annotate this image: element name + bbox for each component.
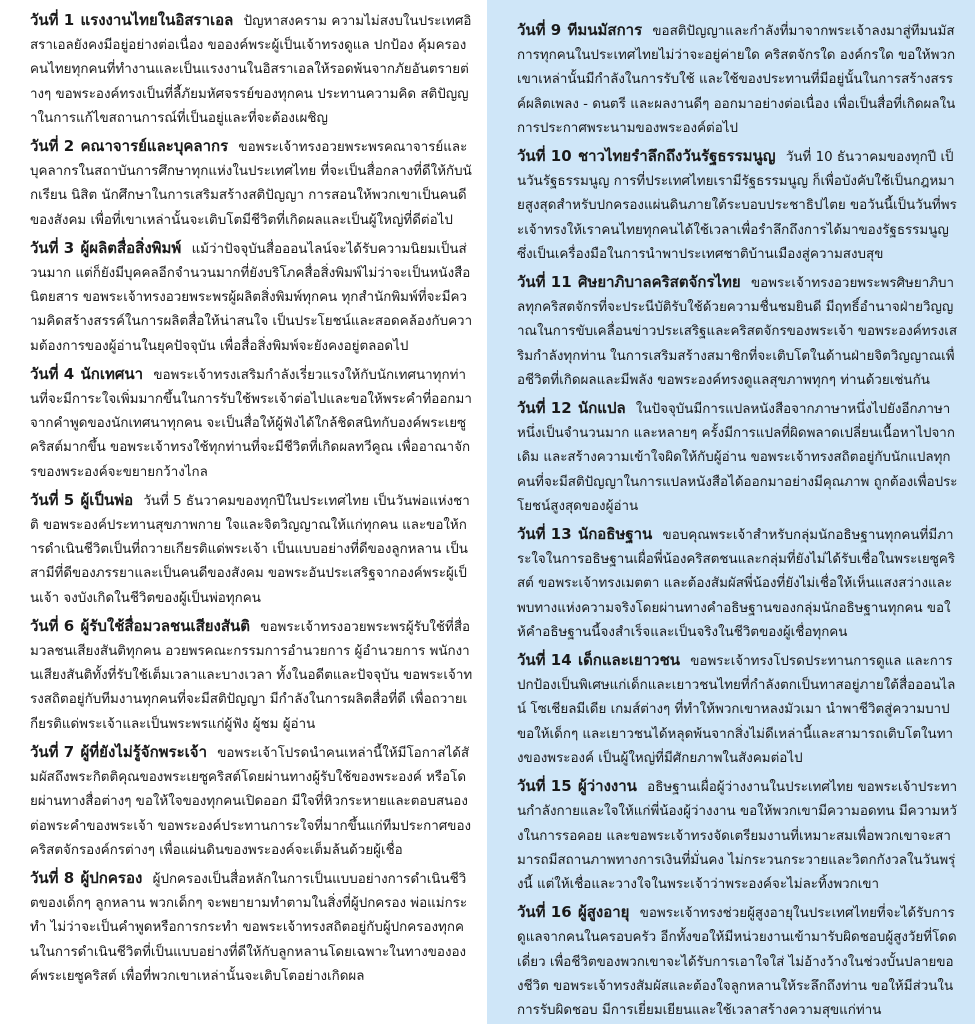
entry-title: นักแปล [577, 399, 626, 418]
entry-title: ผู้รับใช้สื่อมวลชนเสียงสันติ [80, 616, 251, 635]
entry-title: ผู้สูงอายุ [577, 903, 630, 922]
entry-day-label: วันที่ 6 [30, 616, 75, 635]
prayer-entry-day-8 [30, 866, 473, 989]
entry-text: ผู้ปกครองเป็นสื่อหลักในการเป็นแบบอย่างการดำเนินชีวิตของเด็กๆ ลูกหลาน พวกเด็กๆ จะพยายามทำตามในสิ่งที่ผู้ปกครอง พ่อแม่กระทำ ไม่ว่าจะเป็นคำพูดหรือการกระทำ ขอพระเจ้าทรงสถิตอยู่กับผู้ปกครองทุกคนในการดำเนินชีวิตที่เป็นแบบอย่างที่ดีให้กับลูกหลานโดยเฉพาะในทางขององค์พระเยซูคริสต์ เพื่อที่พวกเขาเหล่านั้นจะเติบโตอย่างเกิดผล [30, 871, 468, 984]
entry-title: ผู้ว่างงาน [577, 777, 637, 796]
entry-day-label: วันที่ 1 [30, 11, 75, 29]
entry-text: ในปัจจุบันมีการแปลหนังสือจากภาษาหนึ่งไปยังอีกภาษาหนึ่งเป็นจำนวนมาก และหลายๆ ครั้งมีการแปลที่ผิดพลาดเปลี่ยนเนื้อหาไปจากเดิม และสร้างความเข้าใจผิดให้กับผู้อ่าน ขอพระเจ้าทรงสถิตอยู่กับนักแปลทุกคนที่จะมีสติปัญญาในการแปลหนังสือได้ออกมาอย่างมีคุณภาพ ถูกต้องเพื่อประโยชน์สูงสุดของผู้อ่าน [517, 402, 958, 514]
entry-day-label: วันที่ 10 [517, 147, 572, 166]
entry-day-label: วันที่ 12 [517, 399, 572, 418]
prayer-entry-day-11 [517, 270, 959, 393]
entry-title: ผู้เป็นพ่อ [80, 490, 134, 509]
prayer-entry-day-2 [30, 134, 473, 233]
entry-text: ขอพระเจ้าทรงอวยพระพรคณาจารย์และบุคลากรในสถาบันการศึกษาทุกแห่งในประเทศไทย ที่จะเป็นสื่อกลางที่ดีให้กับนักเรียน นิสิต นักศึกษาในการเสริมสร้างสติปัญญา การสอนให้พวกเขาเป็นคนดีของสังคม เพื่อที่เขาเหล่านั้นจะเติบโตมีชีวิตที่เกิดผลและเป็นผู้ใหญ่ที่ดีต่อไป [30, 140, 472, 228]
entry-day-label: วันที่ 3 [30, 238, 75, 257]
entry-day-label: วันที่ 2 [30, 137, 75, 156]
entry-text: ขอพระเจ้าทรงเสริมกำลังเรี่ยวแรงให้กับนักเทศนาทุกท่านที่จะมีการะใจเพิ่มมากขึ้นในการรับใช้พระเจ้าต่อไปและขอให้พระคำที่ออกมาจากคำพูดของนักเทศนาทุกคน จะเป็นสื่อให้ผู้ฟังได้ใกล้ชิดสนิทกับองค์พระเยซูคริสต์มากขึ้น ขอพระเจ้าทรงใช้ทุกท่านที่จะมีชีวิตที่เกิดผลทวีคูณ เพื่ออาณาจักรของพระองค์จะขยายกว้างไกล [30, 367, 472, 480]
entry-day-label: วันที่ 16 [517, 903, 572, 922]
entry-text: ขอพระเจ้าโปรดนำคนเหล่านี้ให้มีโอกาสได้สัมผัสถึงพระกิตติคุณของพระเยซูคริสต์โดยผ่านทางผู้รับใช้ของพระองค์ หรือโดยผ่านทางสื่อต่างๆ ขอให้ใจของทุกคนเปิดออก มีใจที่หิวกระหายและตอบสนองต่อพระคำของพระเจ้า ขอพระองค์ประทานการะใจที่มากขึ้นแก่ทีมประกาศของคริสตจักรองค์กรต่างๆ เพื่อแผ่นดินของพระองค์จะเต็มล้นด้วยผู้เชื่อ [30, 745, 472, 858]
entry-day-label: วันที่ 9 [517, 21, 562, 39]
prayer-entry-day-1 [30, 8, 473, 131]
prayer-entry-day-10 [517, 144, 959, 267]
prayer-entry-day-6 [30, 614, 473, 737]
entry-text: วันที่ 5 ธันวาคมของทุกปีในประเทศไทย เป็นวันพ่อแห่งชาติ ขอพระองค์ประทานสุขภาพกาย ใจและจิตวิญญาณให้แก่ทุกคน และขอให้การดำเนินชีวิตเป็นที่ถวายเกียรติแด่พระเจ้า เป็นแบบอย่างที่ดีของลูกหลาน เป็นสามีที่ดีของภรรยาและเป็นคนดีของสังคม ขอพระอันประเสริฐจากองค์พระผู้เป็นเจ้า จงบังเกิดในชีวิตของผู้เป็นพ่อทุกคน [30, 493, 470, 606]
entry-text: แม้ว่าปัจจุบันสื่อออนไลน์จะได้รับความนิยมเป็นส่วนมาก แต่ก็ยังมีบุคคลอีกจำนวนมากที่ยังบริโภคสื่อสิ่งพิมพ์ไม่ว่าจะเป็นหนังสือ นิตยสาร ขอพระเจ้าทรงอวยพระพรผู้ผลิตสิ่งพิมพ์ทุกคน ทุกสำนักพิมพ์ที่จะมีความคิดสร้างสรรค์ในการผลิตสื่อให้น่าสนใจ เป็นประโยชน์และสอดคล้องกับความต้องการของผู้อ่านในยุคปัจจุบัน เพื่อสื่อสิ่งพิมพ์จะยังคงอยู่ตลอดไป [30, 241, 473, 354]
entry-title: ผู้ปกครอง [80, 868, 143, 887]
prayer-entry-day-13 [517, 522, 959, 645]
entry-day-label: วันที่ 11 [517, 273, 572, 292]
prayer-entry-day-7 [30, 740, 473, 863]
entry-title: ผู้ผลิตสื่อสิ่งพิมพ์ [80, 238, 182, 257]
entry-title: ทีมนมัสการ [567, 21, 643, 39]
entry-title: นักอธิษฐาน [577, 525, 653, 544]
entry-text: ขอพระเจ้าทรงอวยพระพรผู้รับใช้ที่สื่อมวลชนเสียงสันติทุกคน อวยพรคณะกรรมการอำนวยการ ผู้อำนวยการ พนักงานเสียงสันติทั้งที่รับใช้เต็มเวลาและบางเวลา ทั้งในอดีตและปัจจุบัน ขอพระเจ้าทรงสถิตอยู่กับทีมงานทุกคนที่จะมีสติปัญญา มีกำลังในการผลิตสื่อที่ดี เพื่อถวายเกียรติแด่พระเจ้าและเป็นพระพรแก่ผู้ฟัง ผู้ชม ผู้อ่าน [30, 619, 473, 732]
prayer-entry-day-15 [517, 774, 959, 897]
entry-text: ขอพระเจ้าทรงอวยพระพรศิษยาภิบาลทุกคริสตจักรที่จะประนีบัติรับใช้ด้วยความชื่นชมยินดี มีฤทธิ์อำนาจฝ่ายวิญญาณในการขับเคลื่อนข่าวประเสริฐและคริสตจักรของพระเจ้า ขอพระองค์ทรงเสริมกำลังทุกท่าน ในการเสริมสร้างสมาชิกที่จะเติบโตในด้านฝ่ายจิตวิญญาณเพื่อชีวิตที่เกิดผลและมีพลัง ขอพระองค์ทรงดูแลสุขภาพทุกๆ ท่านด้วยเช่นกัน [517, 276, 958, 388]
entry-text: ขอพระเจ้าทรงโปรดประทานการดูแล และการปกป้องเป็นพิเศษแก่เด็กและเยาวชนไทยที่กำลังตกเป็นทาสอยู่ภายใต้สื่อออนไลน์ โซเชียลมีเดีย เกมส์ต่างๆ ที่ทำให้พวกเขาหลงมัวเมา นำพาชีวิตสู่ความบาป ขอให้เด็กๆ และเยาวชนได้หลุดพ้นจากสิ่งไม่ดีเหล่านี้และสามารถเติบโตในทางของพระองค์ เป็นผู้ใหญ่ที่มีศักยภาพในสังคมต่อไป [517, 654, 956, 766]
entry-title: นักเทศนา [80, 364, 144, 383]
entry-title: ชาวไทยรำลึกถึงวันรัฐธรรมนูญ [577, 147, 776, 166]
entry-text: วันที่ 10 ธันวาคมของทุกปี เป็นวันรัฐธรรมนูญ การที่ประเทศไทยเรามีรัฐธรรมนูญ ก็เพื่อบังคับใช้เป็นกฎหมายสูงสุดสำหรับปกครองแผ่นดินภายใต้ระบอบประชาธิปไตย ขอวันนี้เป็นวันที่พระเจ้าทรงให้เราคนไทยทุกคนได้ใช้เวลาเพื่อรำลึกถึงการได้มาของรัฐธรรมนูญ ซึ่งเป็นเครื่องมือในการนำพาประเทศชาติบ้านเมืองสู่ความสงบสุข [517, 150, 957, 262]
prayer-entry-day-4 [30, 362, 473, 485]
right-column [487, 0, 975, 1024]
prayer-entry-day-5 [30, 488, 473, 611]
prayer-entry-day-14 [517, 648, 959, 771]
entry-day-label: วันที่ 8 [30, 868, 75, 887]
entry-title: ผู้ที่ยังไม่รู้จักพระเจ้า [80, 742, 207, 761]
entry-day-label: วันที่ 7 [30, 742, 75, 761]
entry-title: แรงงานไทยในอิสราเอล [80, 11, 234, 29]
prayer-entry-day-3 [30, 236, 473, 359]
entry-text: อธิษฐานเผื่อผู้ว่างงานในประเทศไทย ขอพระเจ้าประทานกำลังกายและใจให้แก่พี่น้องผู้ว่างงาน ขอให้พวกเขามีความอดทน มีความหวังในการรอคอย และขอพระเจ้าทรงจัดเตรียมงานที่เหมาะสมเพื่อพวกเขาจะสามารถมีสถานภาพทางการเงินที่มั่นคง ไม่กระวนกระวายและวิตกกังวลในวันพรุ่งนี้ แต่ให้เชื่อและวางใจในพระเจ้าว่าพระองค์จะไม่ละทิ้งพวกเขา [517, 780, 958, 892]
entry-day-label: วันที่ 5 [30, 490, 75, 509]
entry-title: คณาจารย์และบุคลากร [80, 137, 229, 156]
entry-day-label: วันที่ 15 [517, 777, 572, 796]
prayer-entry-day-16 [517, 900, 959, 1023]
prayer-entry-day-9 [517, 18, 959, 141]
entry-text: ปัญหาสงคราม ความไม่สงบในประเทศอิสราเอลยังคงมีอยู่อย่างต่อเนื่อง ขอองค์พระผู้เป็นเจ้าทรงดูแล ปกป้อง คุ้มครองคนไทยทุกคนที่ทำงานและเป็นแรงงานในอิสราเอลให้รอดพ้นจากภัยอันตรายต่างๆ ขอพระองค์ทรงเป็นที่ลี้ภัยมหัศจรรย์ของทุกคน ประทานความคิด สติปัญญาในการแก้ไขสถานการณ์ที่เป็นอยู่และที่จะต้องเผชิญ [30, 14, 472, 126]
entry-title: เด็กและเยาวชน [577, 651, 681, 670]
entry-day-label: วันที่ 13 [517, 525, 572, 544]
entry-text: ขอสติปัญญาและกำลังที่มาจากพระเจ้าลงมาสู่ทีมนมัสการทุกคนในประเทศไทยไม่ว่าจะอยู่ค่ายใด คริสตจักรใด องค์กรใด ขอให้พวกเขาเหล่านั้นมีกำลังในการรับใช้ และใช้ของประทานที่มีอยู่นั้นในการสร้างสรรค์ผลิตเพลง - ดนตรี และผลงานดีๆ ออกมาอย่างต่อเนื่อง เพื่อเป็นสื่อที่เกิดผลในการประกาศพระนามของพระองค์ต่อไป [517, 24, 956, 136]
left-column [0, 0, 487, 1024]
prayer-entry-day-12 [517, 396, 959, 519]
entry-day-label: วันที่ 14 [517, 651, 572, 670]
entry-text: ขอบคุณพระเจ้าสำหรับกลุ่มนักอธิษฐานทุกคนที่มีภาระใจในการอธิษฐานเผื่อพี่น้องคริสตชนและกลุ่มที่ยังไม่ได้รับเชื่อในพระเยซูคริสต์ ขอพระเจ้าทรงเมตตา และต้องสัมผัสพี่น้องที่ยังไม่เชื่อให้เห็นแสงสว่างและพบทางแห่งความจริงโดยผ่านทางคำอธิษฐานของกลุ่มนักอธิษฐานทุกคน ขอให้คำอธิษฐานนี้จงสำเร็จและเป็นจริงในชีวิตของผู้เชื่อทุกคน [517, 528, 956, 640]
entry-title: ศิษยาภิบาลคริสตจักรไทย [577, 273, 741, 292]
entry-day-label: วันที่ 4 [30, 364, 75, 383]
entry-text: ขอพระเจ้าทรงช่วยผู้สูงอายุในประเทศไทยที่จะได้รับการดูแลจากคนในครอบครัว อีกทั้งขอให้มีหน่วยงานเข้ามารับผิดชอบผู้สูงวัยที่โดดเดี่ยว เพื่อชีวิตของพวกเขาจะได้รับการเอาใจใส่ ไม่อ้างว้างในช่วงบั้นปลายของชีวิต ขอพระเจ้าทรงสัมผัสและต้องใจลูกหลานให้ระลึกถึงท่าน ขอให้มีส่วนในการรับผิดชอบ มีการเยี่ยมเยียนและใช้เวลาสร้างความสุขแก่ท่าน [517, 906, 957, 1018]
